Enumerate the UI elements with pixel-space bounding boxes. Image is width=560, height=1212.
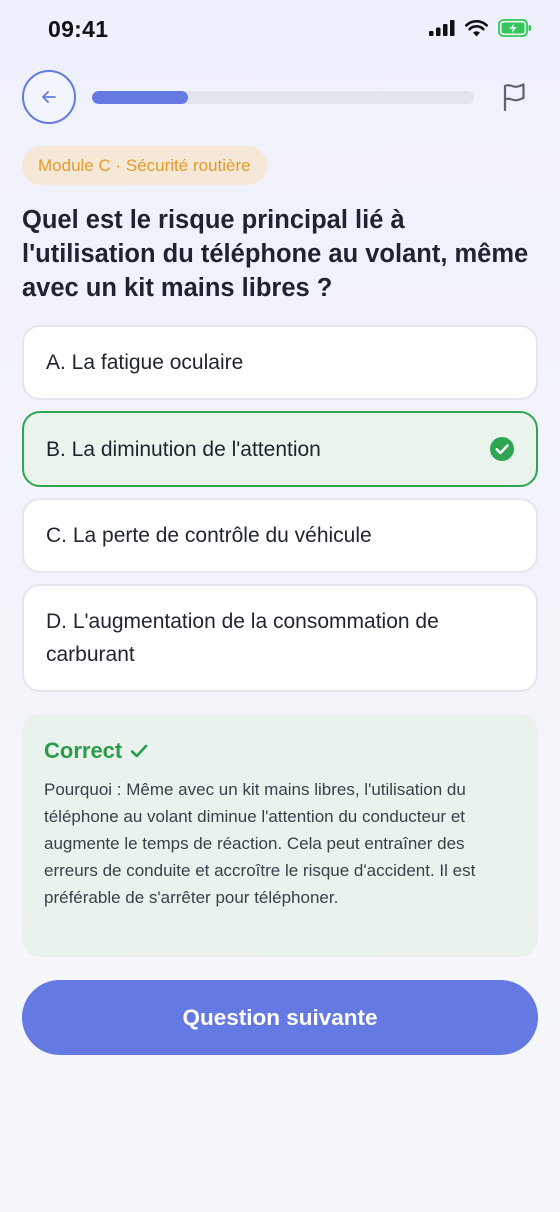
arrow-left-icon xyxy=(41,90,57,104)
progress-bar xyxy=(92,91,474,104)
feedback-panel xyxy=(22,714,538,957)
cellular-signal-icon xyxy=(429,20,455,36)
answer-label: D. L'augmentation de la consommation de carburant xyxy=(46,610,439,666)
answer-option-b[interactable] xyxy=(22,411,538,487)
progress-fill xyxy=(92,91,188,104)
checkmark-icon xyxy=(130,743,148,759)
answer-label: C. La perte de contrôle du véhicule xyxy=(46,524,372,547)
next-question-button[interactable]: Question suivante xyxy=(22,980,538,1055)
answer-option-d[interactable] xyxy=(22,584,538,692)
answer-label: A. La fatigue oculaire xyxy=(46,351,244,374)
module-badge: Module C · Sécurité routière xyxy=(22,146,267,185)
feedback-explanation: Pourquoi : Même avec un kit mains libres, l'utilisation du téléphone au volant diminue l'attention du conducteur et augmente le temps de réaction. Cela peut entraîner des erreurs de conduite et accroître le risque d'accident. Il est préférable de s'arrêter pour téléphoner. xyxy=(44,780,476,907)
flag-icon xyxy=(500,82,528,112)
check-circle-icon xyxy=(490,437,514,461)
answer-label: B. La diminution de l'attention xyxy=(46,437,321,461)
status-bar xyxy=(0,0,560,62)
status-time: 09:41 xyxy=(48,16,109,42)
wifi-icon xyxy=(465,20,488,37)
back-button[interactable] xyxy=(22,70,76,124)
report-button[interactable] xyxy=(500,82,530,112)
answer-option-c[interactable] xyxy=(22,498,538,573)
feedback-title-text: Correct xyxy=(44,738,123,763)
question-text: Quel est le risque principal lié à l'utilisation du téléphone au volant, même avec un kit mains libres ? xyxy=(22,206,529,302)
status-icons xyxy=(429,19,532,37)
answer-option-a[interactable] xyxy=(22,325,538,400)
top-bar xyxy=(22,70,538,124)
feedback-title xyxy=(44,736,516,766)
battery-charging-icon xyxy=(498,19,532,37)
